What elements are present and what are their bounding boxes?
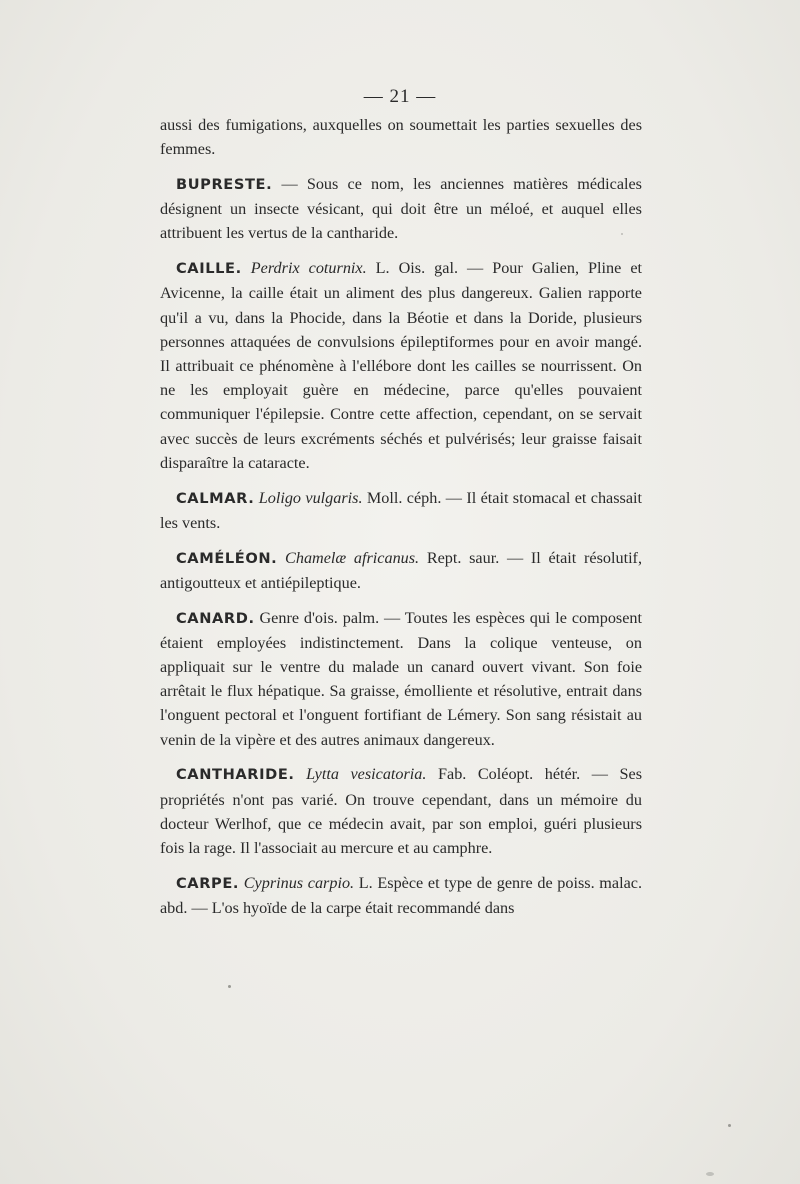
entry-caille (160, 256, 642, 475)
entry-text: Genre d'ois. palm. — Toutes les espèces qui le composent étaient employées indistinctement. Dans la colique venteuse, on appliquait sur le ventre du malade un canard ouvert vivant. Son foie arrêtait le flux hépatique. Sa graisse, émolliente et résolutive, entrait dans l'onguent pectoral et l'onguent fortifiant de Lémery. Son sang résistait au venin de la vipère et des autres animaux dangereux. (160, 608, 642, 749)
headword: BUPRESTE. (176, 176, 273, 193)
latin-name: Loligo vulgaris. (258, 488, 363, 507)
latin-name: Cyprinus carpio. (243, 873, 355, 892)
entry-carpe (160, 871, 642, 920)
intro-paragraph: aussi des fumigations, auxquelles on soumettait les parties sexuelles des femmes. (160, 116, 642, 159)
headword: CARPE. (176, 874, 240, 892)
entry-text: — Sous ce nom, les anciennes matières médicales désignent un insecte vésicant, qui doit être un méloé, et auquel elles attribuent les vertus de la cantharide. (160, 175, 642, 243)
paper-speck (706, 1172, 714, 1176)
entry-cameleon (160, 546, 642, 595)
headword: CAILLE. (176, 260, 242, 278)
latin-name: Lytta vesicatoria. (306, 765, 427, 784)
paper-speck (728, 1124, 731, 1127)
entry-bupreste (160, 172, 642, 246)
entry-text: L. Espèce et type de genre de poiss. malac. abd. — L'os hyoïde de la carpe était recommandé dans (160, 873, 643, 918)
paper-speck (621, 233, 623, 235)
headword: CAMÉLÉON. (176, 549, 278, 567)
entry-cantharide (160, 762, 642, 860)
latin-name: Perdrix coturnix. (250, 259, 367, 278)
entry-text: Rept. saur. — Il était résolutif, antigoutteux et antiépileptique. (160, 548, 642, 592)
text-column (160, 113, 642, 920)
page-number: — 21 — (363, 86, 437, 107)
headword: CANTHARIDE. (176, 766, 295, 784)
headword: CANARD. (176, 609, 255, 627)
entry-canard (160, 606, 642, 752)
entry-text: L. Ois. gal. — Pour Galien, Pline et Avicenne, la caille était un aliment des plus dangereux. Galien rapporte qu'il a vu, dans la Phocide, dans la Béotie et dans la Doride, plusieurs personnes attaquées de convulsions épileptiformes pour en avoir mangé. Il attribuait ce phénomène à l'ellébore dont les cailles se nourrissent. On ne les employait guère en médecine, parce qu'elles pouvaient communiquer l'épilepsie. Contre cette affection, cependant, on se servait avec succès de leurs excréments séchés et pulvérisés; leur graisse faisait disparaître la cataracte. (160, 259, 643, 472)
entry-text: Moll. céph. — Il était stomacal et chassait les vents. (160, 488, 643, 532)
entry-calmar (160, 486, 642, 535)
headword: CALMAR. (176, 489, 255, 507)
paper-speck (228, 985, 231, 988)
entry-text: Fab. Coléopt. hétér. — Ses propriétés n'ont pas varié. On trouve cependant, dans un mémoire du docteur Werlhof, que ce médecin avait, par son emploi, guéri plusieurs fois la rage. Il l'associait au mercure et au camphre. (160, 765, 642, 858)
latin-name: Chamelæ africanus. (285, 548, 420, 567)
